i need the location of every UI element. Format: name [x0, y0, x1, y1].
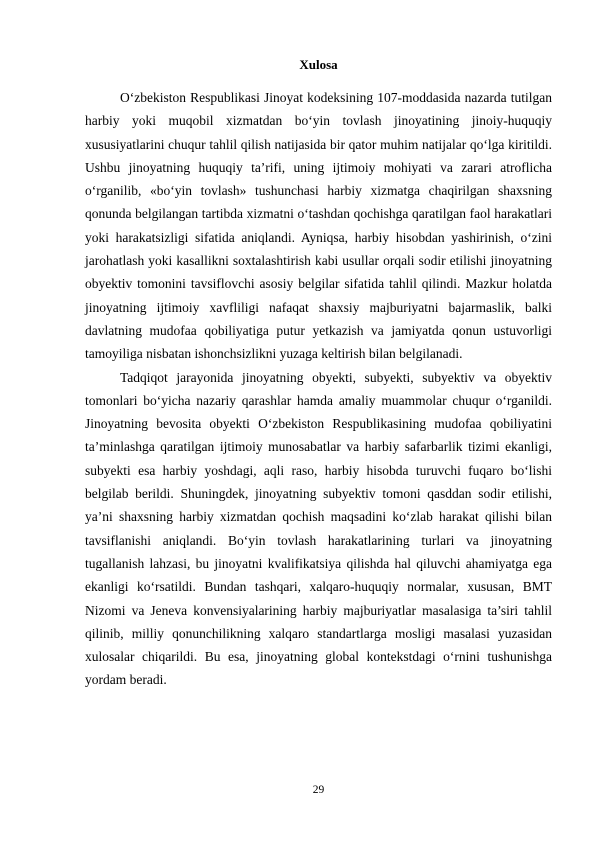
- body-text: [85, 86, 552, 692]
- paragraph-1: O‘zbekiston Respublikasi Jinoyat kodeksining 107-moddasida nazarda tutilgan harbiy yoki muqobil xizmatdan bo‘yin tovlash jinoyatining jinoiy-huquqiy xususiyatlarini chuqur tahlil qilish natijasida bir qator muhim natijalar qo‘lga kiritildi. Ushbu jinoyatning huquqiy ta’rifi, uning ijtimoiy mohiyati va zarari atroflicha o‘rganilib, «bo‘yin tovlash» tushunchasi harbiy xizmatga chaqirilgan shaxsning qonunda belgilangan tartibda xizmatni o‘tashdan qochishga qaratilgan faol harakatlari yoki harakatsizligi sifatida aniqlandi. Ayniqsa, harbiy hisobdan yashirinish, o‘zini jarohatlash yoki kasallikni soxtalashtirish kabi usullar orqali sodir etilishi jinoyatning obyektiv tomonini tavsiflovchi asosiy belgilar sifatida tahlil qilindi. Mazkur holatda jinoyatning ijtimoiy xavfliligi nafaqat shaxsiy majburiyatni bajarmaslik, balki davlatning mudofaa qobiliyatiga putur yetkazish va jamiyatda qonun ustuvorligi tamoyiliga nisbatan ishonchsizlikni yuzaga keltirish bilan belgilanadi.: [85, 90, 552, 362]
- paragraph-2: Tadqiqot jarayonida jinoyatning obyekti, subyekti, subyektiv va obyektiv tomonlari bo‘yicha nazariy qarashlar hamda amaliy muammolar chuqur o‘rganildi. Jinoyatning bevosita obyekti O‘zbekiston Respublikasining mudofaa qobiliyatini ta’minlashga qaratilgan ijtimoiy munosabatlar va harbiy safarbarlik tizimi ekanligi, subyekti esa harbiy yoshdagi, aqli raso, harbiy hisobda turuvchi fuqaro bo‘lishi belgilab berildi. Shuningdek, jinoyatning subyektiv tomoni qasddan sodir etilishi, ya’ni shaxsning harbiy xizmatdan qochish maqsadini ko‘zlab harakat qilishi bilan tavsiflanishi aniqlandi. Bo‘yin tovlash harakatlarining turlari va jinoyatning tugallanish lahzasi, bu jinoyatni kvalifikatsiya qilishda hal qiluvchi ahamiyatga ega ekanligi ko‘rsatildi. Bundan tashqari, xalqaro-huquqiy normalar, xususan, BMT Nizomi va Jeneva konvensiyalarining harbiy majburiyatlar masalasiga ta’siri tahlil qilinib, milliy qonunchilikning xalqaro standartlarga mosligi masalasi yuzasidan xulosalar chiqarildi. Bu esa, jinoyatning global kontekstdagi o‘rnini tushunishga yordam beradi.: [85, 369, 552, 688]
- section-title: Xulosa: [299, 57, 338, 72]
- page-number: 29: [312, 784, 325, 796]
